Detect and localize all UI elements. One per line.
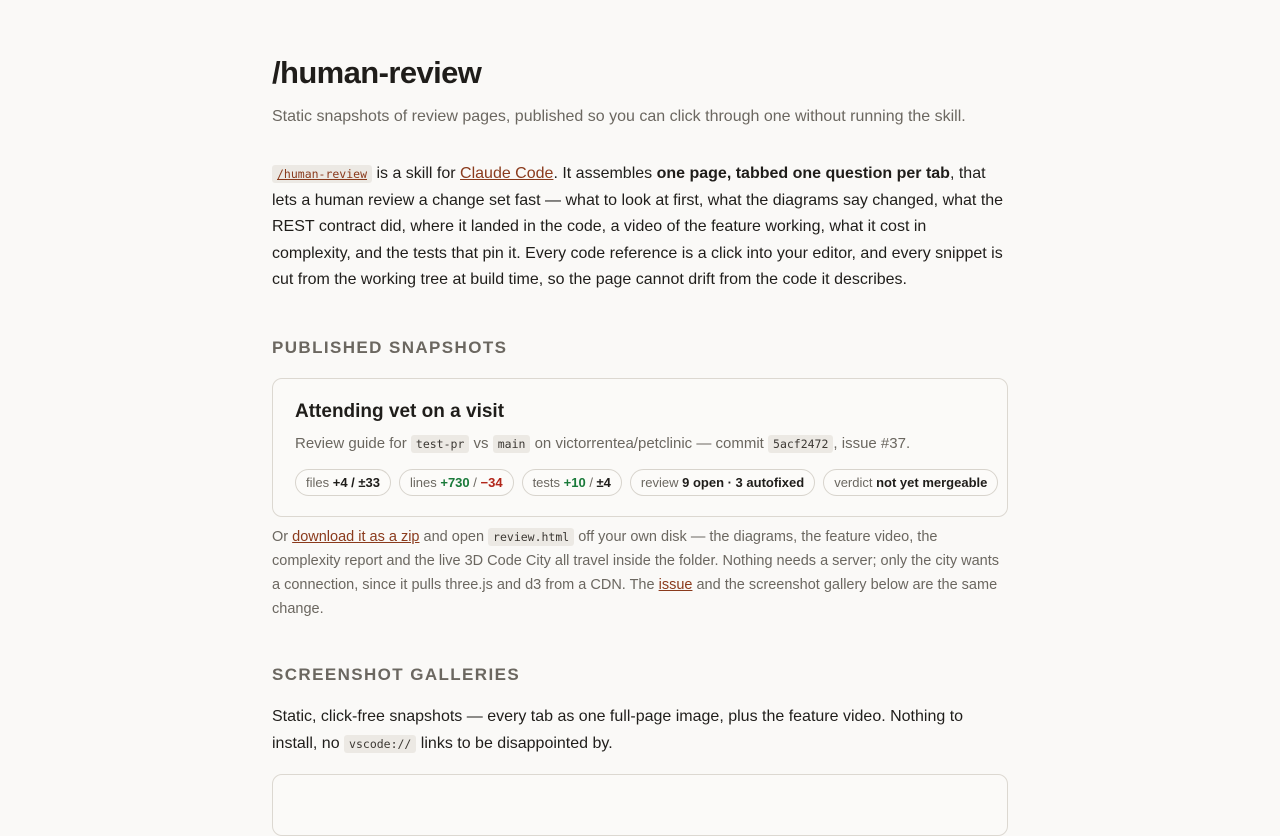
gallery-card[interactable]: [272, 774, 1008, 836]
base-branch-code: main: [493, 435, 531, 453]
galleries-text-1: Static, click-free snapshots — every tab as one full-page image, plus the feature video. Nothing to install, no: [272, 708, 964, 752]
snapshot-card[interactable]: [272, 378, 1008, 517]
intro-bold: one page, tabbed one question per tab: [656, 165, 950, 182]
skill-code-link[interactable]: /human-review: [272, 165, 372, 183]
page-subtitle: Static snapshots of review pages, published so you can click through one without running the skill.: [272, 108, 966, 125]
published-snapshots-heading: PUBLISHED SNAPSHOTS: [272, 338, 508, 357]
download-zip-link[interactable]: download it as a zip: [292, 529, 420, 545]
note-text-2: and open: [419, 529, 489, 545]
verdict-value: not yet mergeable: [876, 475, 988, 490]
lines-label: lines: [410, 475, 441, 490]
screenshot-galleries-heading: SCREENSHOT GALLERIES: [272, 665, 521, 684]
tests-sep: /: [585, 475, 597, 490]
note-text-3: off your own disk — the diagrams, the feature video, the complexity report and the live 3D Code City all travel inside the folder. Nothing needs a server; only the city wants a connection, since it pulls three.js and d3 from a CDN. The: [272, 529, 999, 593]
commit-code: 5acf2472: [768, 435, 833, 453]
lines-added: +730: [440, 475, 470, 490]
verdict-pill: [823, 469, 998, 496]
files-pill: [295, 469, 391, 496]
tests-pill: [522, 469, 622, 496]
lines-sep: /: [469, 475, 481, 490]
note-text-1: Or: [272, 529, 293, 545]
tests-label: tests: [532, 475, 564, 490]
download-note: [272, 525, 1000, 621]
branch-code: test-pr: [411, 435, 469, 453]
note-text-4: and the screenshot gallery below are the same change.: [272, 577, 998, 617]
verdict-label: verdict: [834, 475, 877, 490]
tests-modified: ±4: [596, 475, 611, 490]
review-value: 9 open · 3 autofixed: [682, 475, 805, 490]
intro-text-1: is a skill for: [372, 165, 461, 182]
claude-code-link[interactable]: Claude Code: [460, 165, 554, 182]
files-value: +4 / ±33: [332, 475, 380, 490]
review-label: review: [640, 475, 683, 490]
galleries-paragraph: [272, 704, 1008, 757]
stats-pills: [295, 469, 998, 496]
snapshot-title[interactable]: Attending vet on a visit: [295, 401, 505, 422]
issue-link[interactable]: issue: [658, 577, 693, 593]
intro-text-2: . It assembles: [553, 165, 657, 182]
lines-pill: [399, 469, 514, 496]
files-label: files: [306, 475, 333, 490]
intro-paragraph: [272, 161, 1008, 294]
lines-removed: −34: [480, 475, 503, 490]
intro-text-3: , that lets a human review a change set fast — what to look at first, what the diagrams say changed, what the REST contract did, where it landed in the code, a video of the feature working, what it cost in complexity, and the tests that pin it. Every code reference is a click into your editor, and every snippet is cut from the working tree at build time, so the page cannot drift from the code it describes.: [272, 165, 1004, 288]
vscode-scheme-code: vscode://: [344, 735, 416, 753]
desc-mid: on victorrentea/petclinic — commit: [530, 435, 769, 452]
desc-vs: vs: [469, 435, 493, 452]
review-pill: [630, 469, 815, 496]
review-html-code: review.html: [488, 528, 574, 546]
snapshot-description: [295, 435, 910, 452]
desc-suffix: , issue #37.: [833, 435, 911, 452]
desc-prefix: Review guide for: [295, 435, 411, 452]
galleries-text-2: links to be disappointed by.: [416, 734, 613, 752]
page-title: /human-review: [272, 55, 482, 90]
tests-added: +10: [563, 475, 586, 490]
